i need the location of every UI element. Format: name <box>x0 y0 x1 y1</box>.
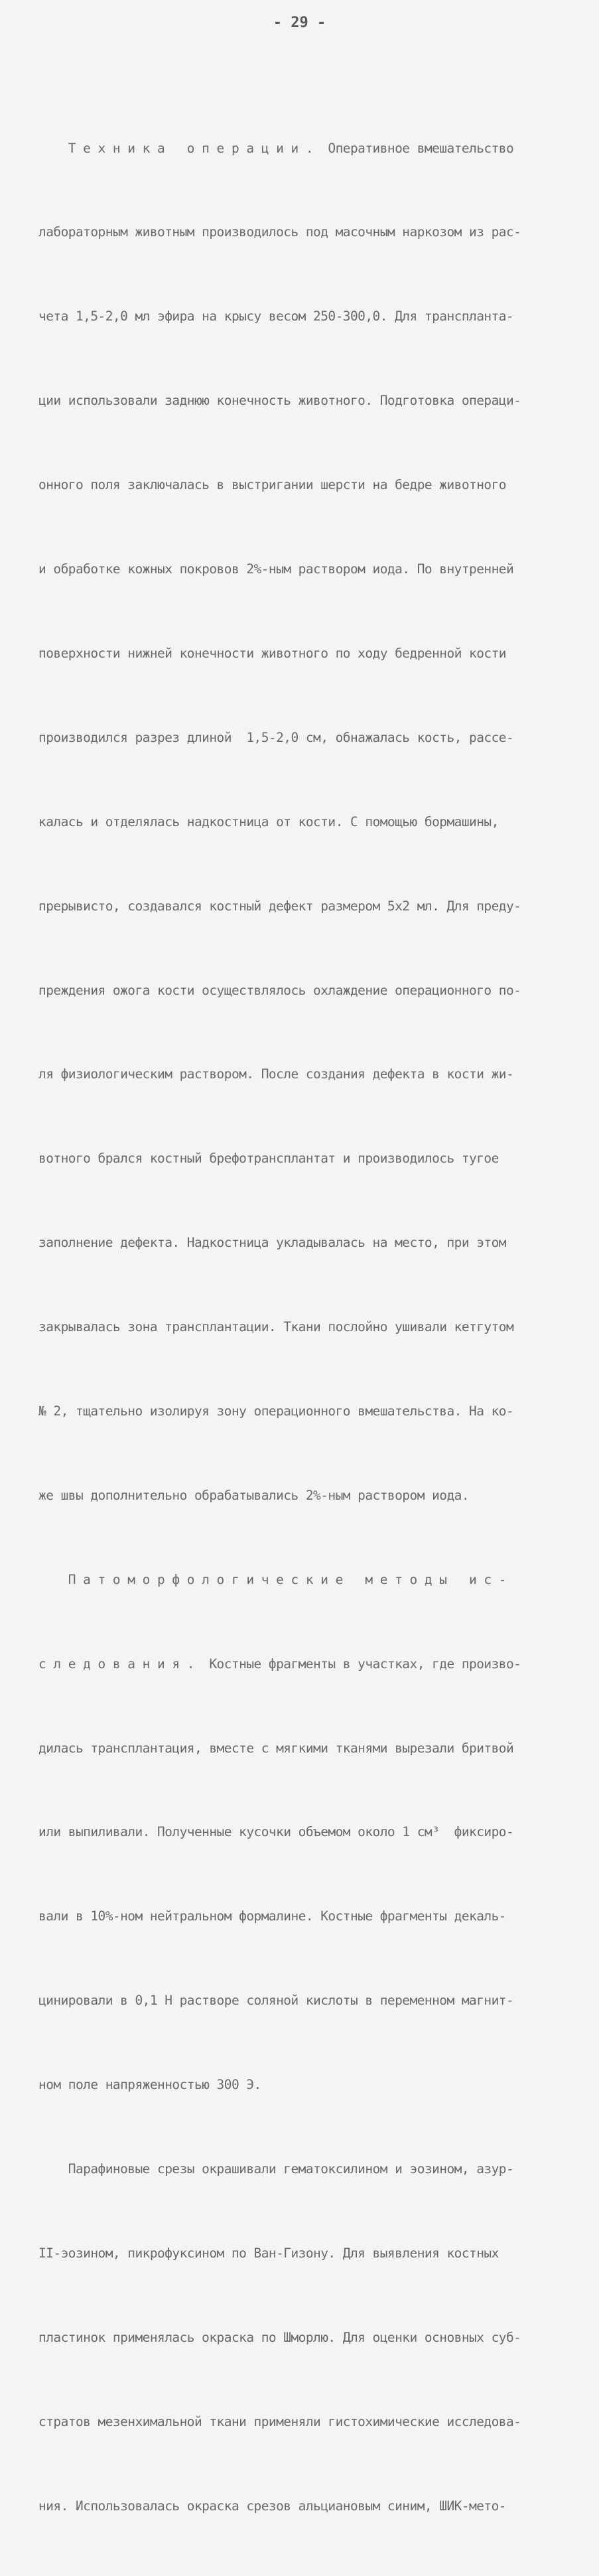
text-line: цинировали в 0,1 Н растворе соляной кислоты в переменном магнит- <box>38 1993 514 2009</box>
text-line: чета 1,5-2,0 мл эфира на крысу весом 250-300,0. Для транспланта- <box>38 309 514 324</box>
text-line: преждения ожога кости осуществлялось охлаждение операционного по- <box>38 982 521 998</box>
text-line: онного поля заключалась в выстригании шерсти на бедре животного <box>38 477 506 493</box>
text-line: ля физиологическим раствором. После создания дефекта в кости жи- <box>38 1066 514 1082</box>
text-line: ции использовали заднюю конечность животного. Подготовка операци- <box>38 393 521 409</box>
text-line: ния. Использовалась окраска срезов альциановым синим, ШИК-мето- <box>38 2498 506 2514</box>
text-line: производился разрез длиной 1,5-2,0 см, обнажалась кость, рассе- <box>38 729 514 745</box>
text-line: Т е х н и к а о п е р а ц и и . Оперативное вмешательство <box>38 140 514 156</box>
page-number: - 29 - <box>273 15 326 31</box>
text-line: дилась трансплантация, вместе с мягкими тканями вырезали бритвой <box>38 1740 514 1756</box>
text-line: лабораторным животным производилось под масочным наркозом из рас- <box>38 224 521 240</box>
text-line: II-эозином, пикрофуксином по Ван-Гизону. Для выявления костных <box>38 2245 499 2261</box>
text-line: с л е д о в а н и я . Костные фрагменты в участках, где произво- <box>38 1656 521 1672</box>
text-line: же швы дополнительно обрабатывались 2%-ным раствором иода. <box>38 1487 470 1503</box>
body-text <box>38 78 577 2576</box>
text-line: Парафиновые срезы окрашивали гематоксилином и эозином, азур- <box>38 2161 514 2177</box>
text-line: вотного брался костный брефотрансплантат и производилось тугое <box>38 1151 499 1167</box>
text-line: и обработке кожных покровов 2%-ным раствором иода. По внутренней <box>38 561 514 577</box>
text-line: стратов мезенхимальной ткани применяли гистохимические исследова- <box>38 2413 521 2429</box>
text-line: вали в 10%-ном нейтральном формалине. Костные фрагменты декаль- <box>38 1908 506 1924</box>
text-line: поверхности нижней конечности животного по ходу бедренной кости <box>38 645 506 661</box>
text-line: ном поле напряженностью 300 Э. <box>38 2077 261 2093</box>
text-line: закрывалась зона трансплантации. Ткани послойно ушивали кетгутом <box>38 1319 514 1335</box>
text-line: прерывисто, создавался костный дефект размером 5х2 мл. Для преду- <box>38 898 521 914</box>
text-line: заполнение дефекта. Надкостница укладывалась на место, при этом <box>38 1235 506 1251</box>
text-line: или выпиливали. Полученные кусочки объемом около 1 см³ фиксиро- <box>38 1824 514 1840</box>
text-line: № 2, тщательно изолируя зону операционного вмешательства. На ко- <box>38 1403 514 1419</box>
text-line: пластинок применялась окраска по Шморлю. Для оценки основных суб- <box>38 2329 521 2345</box>
text-line: П а т о м о р ф о л о г и ч е с к и е м е т о д ы и с - <box>38 1571 506 1587</box>
text-line: калась и отделялась надкостница от кости. С помощью бормашины, <box>38 814 499 829</box>
